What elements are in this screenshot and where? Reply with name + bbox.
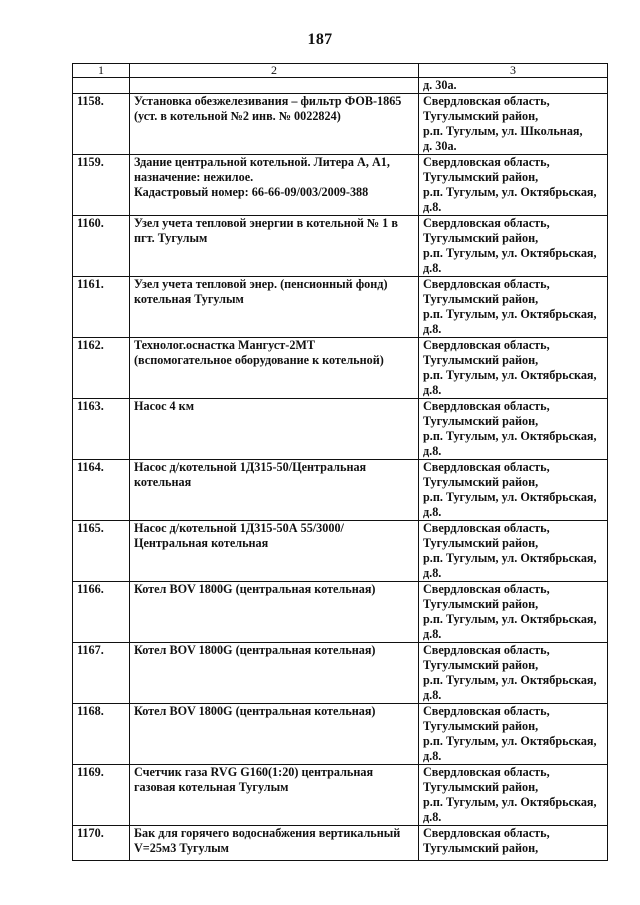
row-number: 1165. [73, 521, 130, 582]
row-number: 1164. [73, 460, 130, 521]
row-name: Установка обезжелезивания – фильтр ФОВ-1865 (уст. в котельной №2 инв. № 0022824) [130, 94, 419, 155]
table-row [73, 338, 608, 399]
row-name: Насос 4 км [130, 399, 419, 460]
row-name: Здание центральной котельной. Литера А, А1, назначение: нежилое. Кадастровый номер: 66-66-09/003/2009-388 [130, 155, 419, 216]
table-row [73, 216, 608, 277]
row-name: Узел учета тепловой энер. (пенсионный фонд) котельная Тугулым [130, 277, 419, 338]
row-address: Свердловская область, Тугулымский район, р.п. Тугулым, ул. Октябрьская, д.8. [419, 643, 608, 704]
row-address: Свердловская область, Тугулымский район, р.п. Тугулым, ул. Октябрьская, д.8. [419, 521, 608, 582]
table-row [73, 399, 608, 460]
column-header-number: 1 [73, 64, 130, 78]
continuation-row [73, 78, 608, 94]
row-address: Свердловская область, Тугулымский район, р.п. Тугулым, ул. Октябрьская, д.8. [419, 704, 608, 765]
row-address: Свердловская область, Тугулымский район, р.п. Тугулым, ул. Октябрьская, д.8. [419, 460, 608, 521]
row-address: Свердловская область, Тугулымский район, р.п. Тугулым, ул. Октябрьская, д.8. [419, 399, 608, 460]
table-row [73, 765, 608, 826]
row-number: 1162. [73, 338, 130, 399]
table-row [73, 155, 608, 216]
row-name: Насос д/котельной 1Д315-50А 55/3000/ Центральная котельная [130, 521, 419, 582]
row-name: Котел BOV 1800G (центральная котельная) [130, 704, 419, 765]
row-address: Свердловская область, Тугулымский район, р.п. Тугулым, ул. Октябрьская, д.8. [419, 338, 608, 399]
row-number: 1158. [73, 94, 130, 155]
page-number: 187 [307, 31, 333, 48]
row-name: Узел учета тепловой энергии в котельной № 1 в пгт. Тугулым [130, 216, 419, 277]
row-number: 1170. [73, 826, 130, 861]
row-number: 1168. [73, 704, 130, 765]
row-address: Свердловская область, Тугулымский район, р.п. Тугулым, ул. Октябрьская, д.8. [419, 277, 608, 338]
row-address: Свердловская область, Тугулымский район, р.п. Тугулым, ул. Октябрьская, д.8. [419, 765, 608, 826]
table-row [73, 521, 608, 582]
row-number: 1159. [73, 155, 130, 216]
row-name: Котел BOV 1800G (центральная котельная) [130, 582, 419, 643]
row-address: Свердловская область, Тугулымский район, р.п. Тугулым, ул. Октябрьская, д.8. [419, 155, 608, 216]
row-name: Технолог.оснастка Мангуст-2МТ (вспомогательное оборудование к котельной) [130, 338, 419, 399]
table-row [73, 643, 608, 704]
row-number: 1160. [73, 216, 130, 277]
property-registry-table [72, 63, 608, 861]
row-number: 1169. [73, 765, 130, 826]
table-row [73, 826, 608, 861]
row-number: 1166. [73, 582, 130, 643]
table-row [73, 277, 608, 338]
row-name: Бак для горячего водоснабжения вертикальный V=25м3 Тугулым [130, 826, 419, 861]
header-row [73, 64, 608, 78]
table-row [73, 94, 608, 155]
column-header-address: 3 [419, 64, 608, 78]
row-name: Счетчик газа RVG G160(1:20) центральная газовая котельная Тугулым [130, 765, 419, 826]
table-row [73, 704, 608, 765]
row-address: Свердловская область, Тугулымский район, [419, 826, 608, 861]
row-number: 1167. [73, 643, 130, 704]
row-address: Свердловская область, Тугулымский район, р.п. Тугулым, ул. Школьная, д. 30а. [419, 94, 608, 155]
row-number: 1161. [73, 277, 130, 338]
row-address: Свердловская область, Тугулымский район, р.п. Тугулым, ул. Октябрьская, д.8. [419, 216, 608, 277]
row-address: д. 30а. [419, 78, 608, 94]
row-number [73, 78, 130, 94]
table-row [73, 460, 608, 521]
row-name: Котел BOV 1800G (центральная котельная) [130, 643, 419, 704]
row-name: Насос д/котельной 1Д315-50/Центральная котельная [130, 460, 419, 521]
row-number: 1163. [73, 399, 130, 460]
row-name [130, 78, 419, 94]
row-address: Свердловская область, Тугулымский район, р.п. Тугулым, ул. Октябрьская, д.8. [419, 582, 608, 643]
table-row [73, 582, 608, 643]
column-header-name: 2 [130, 64, 419, 78]
